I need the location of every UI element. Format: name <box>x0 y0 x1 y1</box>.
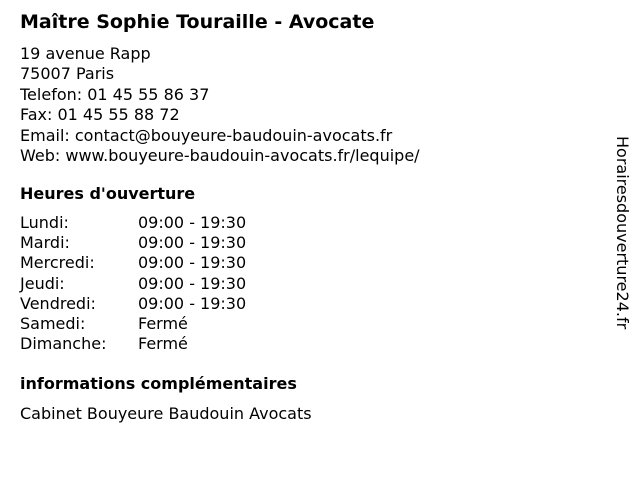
day-label: Jeudi: <box>20 273 65 293</box>
hours-value: 09:00 - 19:30 <box>138 213 247 232</box>
business-name: Maître Sophie Touraille - Avocate <box>20 11 375 33</box>
address-street: 19 avenue Rapp <box>20 44 151 63</box>
site-watermark <box>612 136 632 372</box>
hours-value: Fermé <box>138 334 188 354</box>
hours-heading: Heures d'ouverture <box>20 184 196 203</box>
fax-number: Fax: 01 45 55 88 72 <box>20 105 180 125</box>
day-label: Mercredi: <box>20 253 95 273</box>
day-label: Vendredi: <box>20 293 96 313</box>
phone-number: Telefon: 01 45 55 86 37 <box>20 84 210 104</box>
site-watermark-text: Horairesdouverture24.fr <box>613 136 632 330</box>
info-text: Cabinet Bouyeure Baudouin Avocats <box>20 404 312 423</box>
hours-value: 09:00 - 19:30 <box>138 273 247 293</box>
day-label: Dimanche: <box>20 334 107 354</box>
day-label: Lundi: <box>20 213 69 232</box>
hours-value: 09:00 - 19:30 <box>138 293 247 313</box>
day-label: Mardi: <box>20 233 70 253</box>
website-url: Web: www.bouyeure-baudouin-avocats.fr/lequipe/ <box>20 146 420 166</box>
hours-value: 09:00 - 19:30 <box>138 233 247 253</box>
day-label: Samedi: <box>20 313 86 333</box>
email-address: Email: contact@bouyeure-baudouin-avocats.fr <box>20 125 393 145</box>
contact-block <box>20 44 420 166</box>
address-city: 75007 Paris <box>20 64 115 84</box>
hours-value: 09:00 - 19:30 <box>138 253 247 273</box>
hours-value: Fermé <box>138 313 188 333</box>
info-heading: informations complémentaires <box>20 374 297 393</box>
